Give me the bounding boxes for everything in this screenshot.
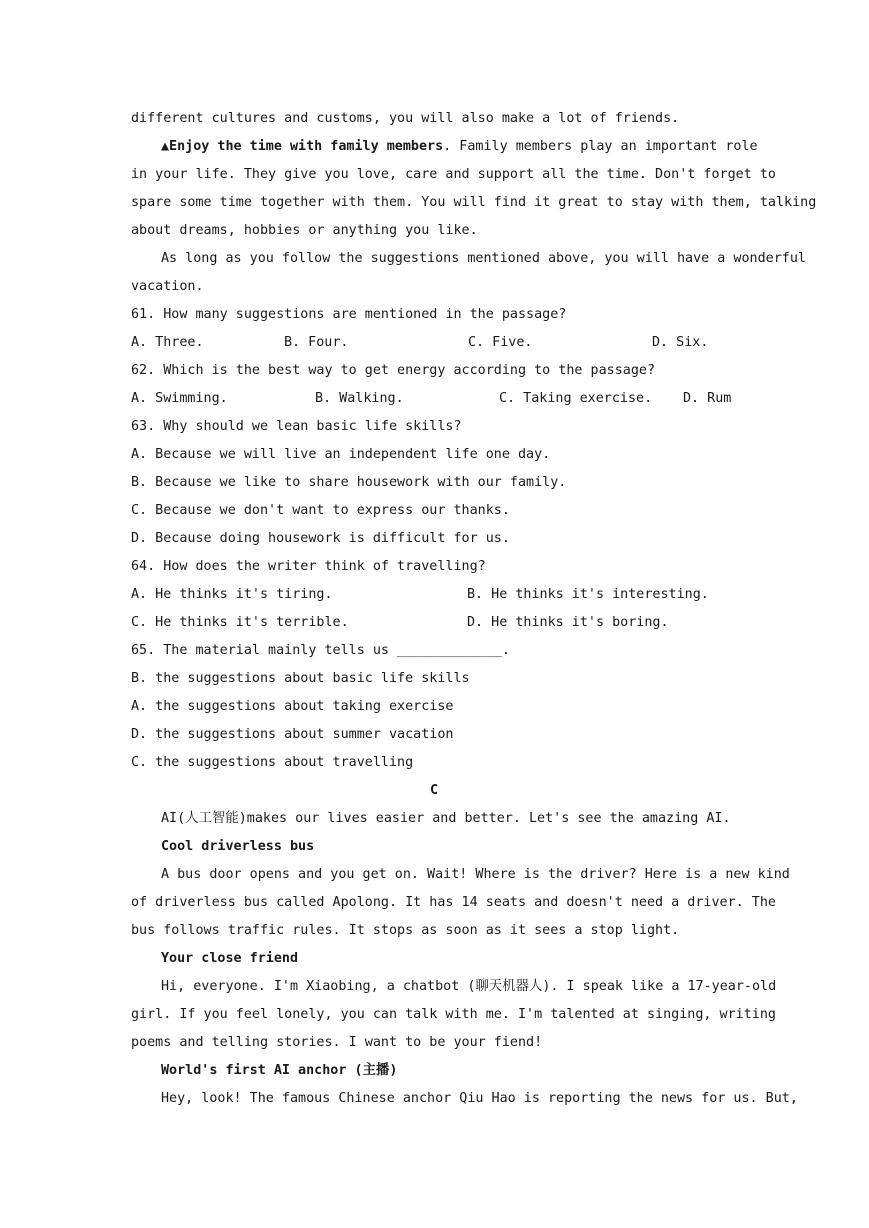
passage-line: Hey, look! The famous Chinese anchor Qiu Hao is reporting the news for us. But, bbox=[161, 1091, 798, 1106]
subheading: World's first AI anchor (主播) bbox=[161, 1063, 398, 1078]
subheading: Cool driverless bus bbox=[161, 839, 315, 854]
option: C. Taking exercise. bbox=[499, 391, 653, 406]
family-text: . Family members play an important role bbox=[443, 139, 758, 154]
passage-line: AI(人工智能)makes our lives easier and better. Let's see the amazing AI. bbox=[161, 811, 731, 826]
option: A. Swimming. bbox=[131, 391, 228, 406]
option: B. He thinks it's interesting. bbox=[467, 587, 709, 602]
subheading: Your close friend bbox=[161, 951, 299, 966]
option: D. Rum bbox=[683, 391, 732, 406]
option: B. Four. bbox=[284, 335, 349, 350]
option: D. Six. bbox=[652, 335, 709, 350]
passage-line: poems and telling stories. I want to be your fiend! bbox=[131, 1035, 543, 1050]
option: B. Walking. bbox=[315, 391, 404, 406]
option: C. Five. bbox=[468, 335, 533, 350]
question-stem: 65. The material mainly tells us _____________. bbox=[131, 643, 510, 658]
option: C. Because we don't want to express our thanks. bbox=[131, 503, 510, 518]
passage-line: about dreams, hobbies or anything you like. bbox=[131, 223, 478, 238]
passage-line: spare some time together with them. You will find it great to stay with them, talking bbox=[131, 195, 817, 210]
option: A. He thinks it's tiring. bbox=[131, 587, 333, 602]
option: A. Three. bbox=[131, 335, 204, 350]
option: A. the suggestions about taking exercise bbox=[131, 699, 454, 714]
question-stem: 62. Which is the best way to get energy according to the passage? bbox=[131, 363, 656, 378]
section-letter: C bbox=[429, 783, 439, 798]
question-stem: 63. Why should we lean basic life skills? bbox=[131, 419, 462, 434]
passage-line: As long as you follow the suggestions mentioned above, you will have a wonderful bbox=[161, 251, 806, 266]
question-options bbox=[131, 329, 737, 357]
option: D. the suggestions about summer vacation bbox=[131, 727, 454, 742]
passage-line: A bus door opens and you get on. Wait! Where is the driver? Here is a new kind bbox=[161, 867, 790, 882]
option: A. Because we will live an independent life one day. bbox=[131, 447, 551, 462]
option: C. the suggestions about travelling bbox=[131, 755, 414, 770]
question-options bbox=[131, 581, 737, 609]
option: B. Because we like to share housework with our family. bbox=[131, 475, 567, 490]
option: C. He thinks it's terrible. bbox=[131, 615, 349, 630]
question-stem: 61. How many suggestions are mentioned in the passage? bbox=[131, 307, 567, 322]
passage-line: different cultures and customs, you will also make a lot of friends. bbox=[131, 111, 680, 126]
question-options bbox=[131, 609, 737, 637]
document-page bbox=[131, 105, 817, 1113]
option: B. the suggestions about basic life skills bbox=[131, 671, 470, 686]
option: D. Because doing housework is difficult for us. bbox=[131, 531, 510, 546]
option: D. He thinks it's boring. bbox=[467, 615, 669, 630]
passage-line: bus follows traffic rules. It stops as soon as it sees a stop light. bbox=[131, 923, 680, 938]
passage-line: Hi, everyone. I'm Xiaobing, a chatbot (聊天机器人). I speak like a 17-year-old bbox=[161, 979, 777, 994]
passage-line: girl. If you feel lonely, you can talk with me. I'm talented at singing, writing bbox=[131, 1007, 776, 1022]
passage-line: of driverless bus called Apolong. It has 14 seats and doesn't need a driver. The bbox=[131, 895, 776, 910]
question-options bbox=[131, 385, 737, 413]
passage-line bbox=[131, 133, 758, 161]
family-heading: ▲Enjoy the time with family members bbox=[161, 139, 444, 154]
passage-line: in your life. They give you love, care and support all the time. Don't forget to bbox=[131, 167, 776, 182]
question-stem: 64. How does the writer think of travelling? bbox=[131, 559, 486, 574]
passage-line: vacation. bbox=[131, 279, 204, 294]
